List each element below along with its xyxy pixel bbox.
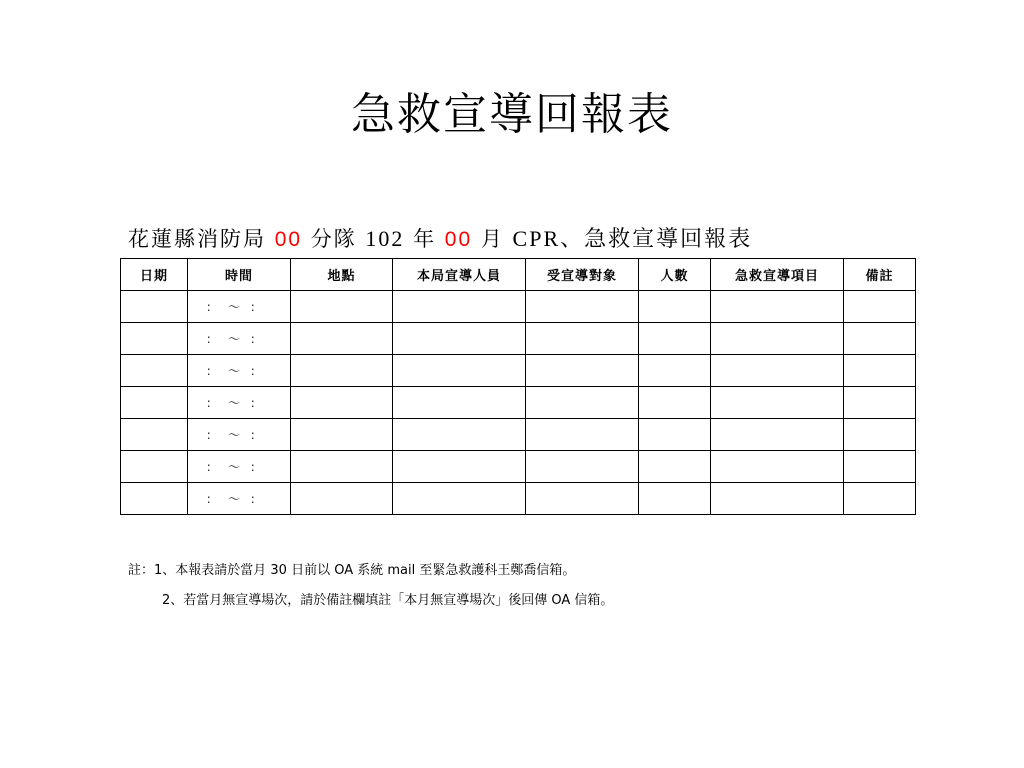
table-cell[interactable]: [711, 323, 844, 355]
table-cell[interactable]: [393, 291, 526, 323]
table-cell[interactable]: [844, 419, 916, 451]
table-cell[interactable]: [121, 483, 188, 515]
table-cell[interactable]: [526, 483, 639, 515]
time-cell[interactable]: ：～：: [188, 483, 291, 515]
table-cell[interactable]: [639, 387, 711, 419]
table-cell[interactable]: [291, 483, 393, 515]
time-cell[interactable]: ：～：: [188, 355, 291, 387]
table-row: [121, 323, 916, 355]
table-cell[interactable]: [291, 387, 393, 419]
table-cell[interactable]: [526, 387, 639, 419]
table-cell[interactable]: [121, 355, 188, 387]
table-cell[interactable]: [393, 323, 526, 355]
slide-title: 急救宣導回報表: [351, 89, 673, 140]
table-header-row: [121, 259, 916, 291]
table-cell[interactable]: [526, 419, 639, 451]
table-cell[interactable]: [711, 451, 844, 483]
table-cell[interactable]: [526, 451, 639, 483]
table-cell[interactable]: [393, 387, 526, 419]
table-cell[interactable]: [291, 355, 393, 387]
time-cell[interactable]: ：～：: [188, 323, 291, 355]
heading-prefix: 花蓮縣消防局: [128, 227, 266, 251]
table-cell[interactable]: [711, 355, 844, 387]
table-cell[interactable]: [639, 323, 711, 355]
table-cell[interactable]: [121, 323, 188, 355]
table-cell[interactable]: [711, 483, 844, 515]
table-row: [121, 483, 916, 515]
time-cell[interactable]: ：～：: [188, 387, 291, 419]
table-cell[interactable]: [639, 483, 711, 515]
header-items: 急救宣導項目: [711, 259, 844, 291]
table-cell[interactable]: [393, 355, 526, 387]
time-cell[interactable]: ：～：: [188, 419, 291, 451]
table-cell[interactable]: [639, 355, 711, 387]
heading-suffix: CPR、急救宣導回報表: [512, 226, 753, 251]
table-cell[interactable]: [639, 419, 711, 451]
heading-unit-label: 分隊: [310, 227, 357, 251]
table-cell[interactable]: [291, 291, 393, 323]
table-cell[interactable]: [393, 451, 526, 483]
header-date: 日期: [121, 259, 188, 291]
table-cell[interactable]: [844, 483, 916, 515]
note-line-1: 註：1、本報表請於當月 30 日前以 OA 系統 mail 至緊急救護科王鄭喬信箱。: [128, 563, 576, 578]
heading-month-number: 00: [444, 228, 473, 251]
note-line-2: 2、若當月無宣導場次，請於備註欄填註「本月無宣導場次」後回傳 OA 信箱。: [162, 593, 614, 608]
form-heading: [128, 222, 752, 253]
table-cell[interactable]: [121, 387, 188, 419]
table-cell[interactable]: [291, 419, 393, 451]
table-cell[interactable]: [711, 419, 844, 451]
table-cell[interactable]: [639, 451, 711, 483]
header-staff: 本局宣導人員: [393, 259, 526, 291]
table-cell[interactable]: [711, 387, 844, 419]
table-cell[interactable]: [844, 355, 916, 387]
table-cell[interactable]: [526, 323, 639, 355]
table-row: [121, 291, 916, 323]
table-row: [121, 419, 916, 451]
table-cell[interactable]: [121, 451, 188, 483]
notes: [128, 556, 613, 616]
time-cell[interactable]: ：～：: [188, 451, 291, 483]
table-cell[interactable]: [393, 419, 526, 451]
table-cell[interactable]: [121, 419, 188, 451]
header-location: 地點: [291, 259, 393, 291]
heading-month-label: 月: [480, 227, 504, 251]
table-cell[interactable]: [393, 483, 526, 515]
header-audience: 受宣導對象: [526, 259, 639, 291]
table-cell[interactable]: [526, 291, 639, 323]
heading-year-label: 年: [413, 227, 437, 251]
table-cell[interactable]: [844, 451, 916, 483]
table-cell[interactable]: [121, 291, 188, 323]
table-row: [121, 387, 916, 419]
table-cell[interactable]: [844, 323, 916, 355]
header-time: 時間: [188, 259, 291, 291]
table-cell[interactable]: [526, 355, 639, 387]
table-cell[interactable]: [844, 387, 916, 419]
time-cell[interactable]: ：～：: [188, 291, 291, 323]
table-cell[interactable]: [291, 323, 393, 355]
table-row: [121, 451, 916, 483]
table-cell[interactable]: [291, 451, 393, 483]
table-cell[interactable]: [844, 291, 916, 323]
table-cell[interactable]: [639, 291, 711, 323]
header-count: 人數: [639, 259, 711, 291]
report-table: [120, 258, 916, 515]
heading-unit-number: 00: [274, 228, 303, 251]
heading-year: 102: [365, 226, 405, 251]
table-row: [121, 355, 916, 387]
header-remarks: 備註: [844, 259, 916, 291]
table-cell[interactable]: [711, 291, 844, 323]
